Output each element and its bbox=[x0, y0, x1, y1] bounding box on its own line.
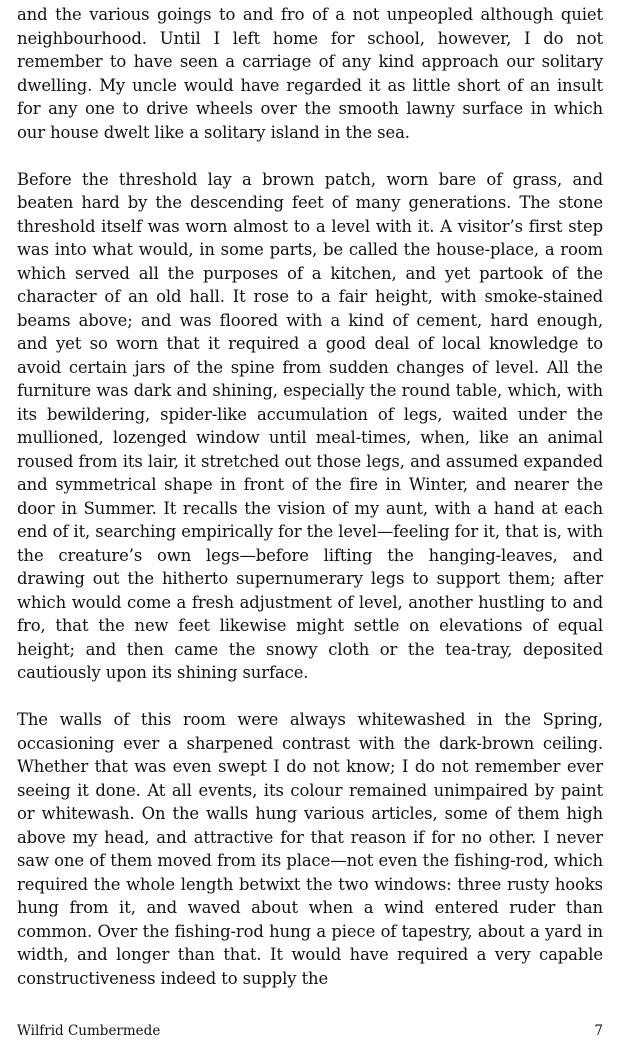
paragraph: and the various goings to and fro of a not unpeopled although quiet neighbourhood. Until I left home for school, however, I do not remember to have seen a carriage of any kind approach our solitary dwelling. My uncle would have regarded it as little short of an insult for any one to drive wheels over the smooth lawny surface in which our house dwelt like a solitary island in the sea. bbox=[17, 5, 603, 142]
paragraph: Before the threshold lay a brown patch, worn bare of grass, and beaten hard by the descending feet of many generations. The stone threshold itself was worn almost to a level with it. A visitor’s first step was into what would, in some parts, be called the house-place, a room which served all the purposes of a kitchen, and yet partook of the character of an old hall. It rose to a fair height, with smoke-stained beams above; and was floored with a kind of cement, hard enough, and yet so worn that it required a good deal of local knowledge to avoid certain jars of the spine from sudden changes of level. All the furniture was dark and shining, especially the round table, which, with its bewildering, spider-like accumulation of legs, waited under the mullioned, lozenged window until meal-times, when, like an animal roused from its lair, it stretched out those legs, and assumed expanded and symmetrical shape in front of the fire in Winter, and nearer the door in Summer. It recalls the vision of my aunt, with a hand at each end of it, searching empirically for the level—feeling for it, that is, with the creature’s own legs—before lifting the hanging-leaves, and drawing out the hitherto supernumerary legs to support them; after which would come a fresh adjustment of level, another hustling to and fro, that the new feet likewise might settle on elevations of equal height; and then came the snowy cloth or the tea-tray, deposited cautiously upon its shining surface. bbox=[17, 169, 603, 682]
page-footer bbox=[17, 1022, 603, 1040]
running-title: Wilfrid Cumbermede bbox=[17, 1023, 161, 1039]
body-text bbox=[17, 3, 603, 990]
page-number: 7 bbox=[594, 1023, 603, 1039]
paragraph: The walls of this room were always whitewashed in the Spring, occasioning ever a sharpened contrast with the dark-brown ceiling. Whether that was even swept I do not know; I do not remember ever seeing it done. At all events, its colour remained unimpaired by paint or whitewash. On the walls hung various articles, some of them high above my head, and attractive for that reason if for no other. I never saw one of them moved from its place—not even the fishing-rod, which required the whole length betwixt the two windows: three rusty hooks hung from it, and waved about when a wind entered ruder than common. Over the fishing-rod hung a piece of tapestry, about a yard in width, and longer than that. It would have required a very capable constructiveness indeed to supply the bbox=[17, 710, 603, 988]
